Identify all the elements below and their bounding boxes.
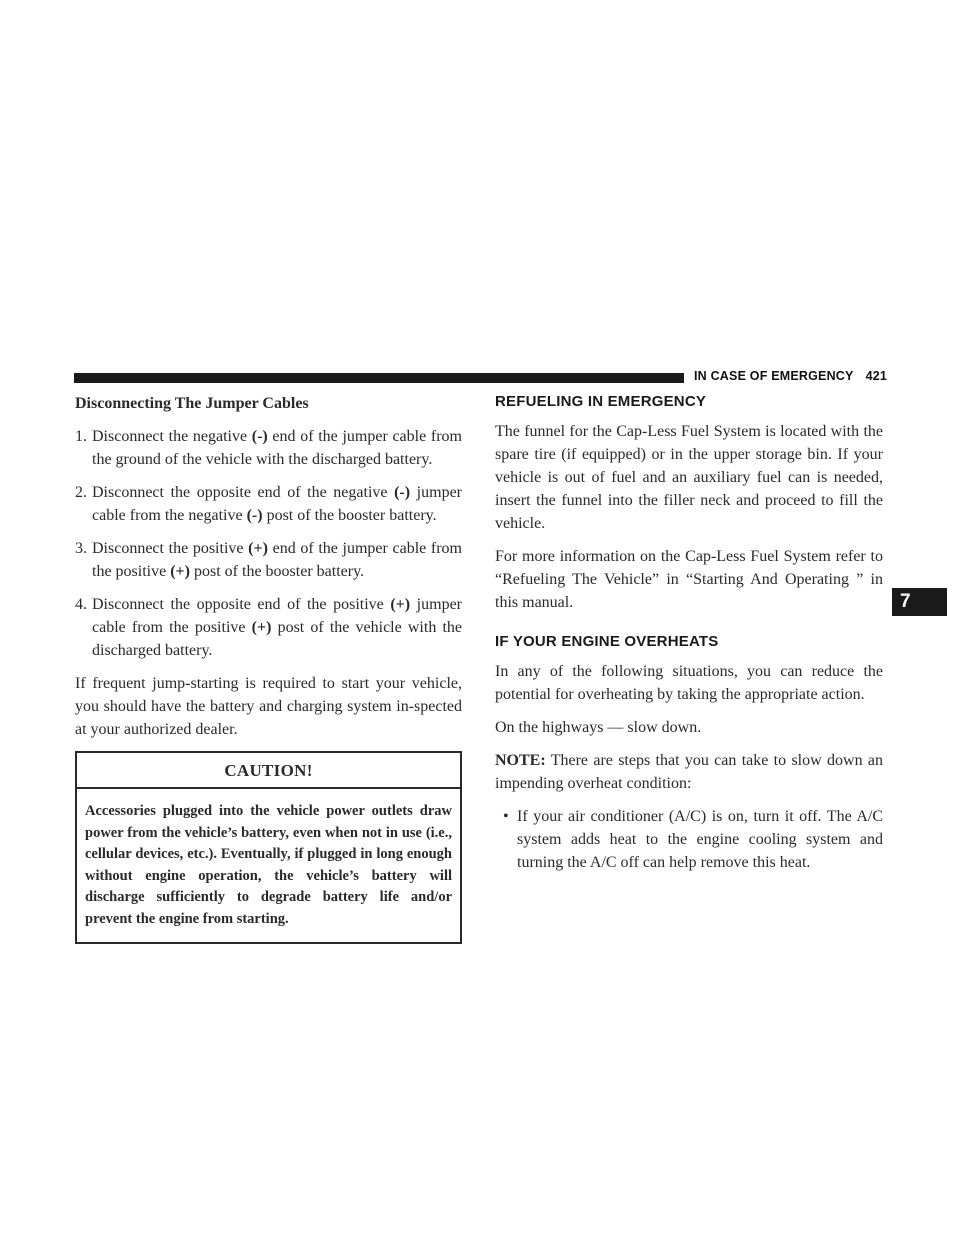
step-text: end of the jumper cable from the positive (92, 540, 463, 580)
note-label: NOTE: (495, 752, 546, 769)
left-column (75, 392, 462, 944)
step-text: jumper cable from the negative (92, 484, 462, 524)
step-text: Disconnect the opposite end of the positive (92, 596, 391, 613)
bullet-icon: • (503, 808, 509, 825)
refueling-paragraph-1: The funnel for the Cap-Less Fuel System is located with the spare tire (if equipped) or in the upper storage bin. If your vehicle is out of fuel and an auxiliary fuel can is needed, insert the funnel into the filler neck and proceed to fill the vehicle. (495, 423, 883, 532)
step-number: 4. (75, 596, 87, 613)
header-rule (74, 373, 684, 383)
step-text: post of the booster battery. (190, 563, 365, 580)
step-text: Disconnect the positive (92, 540, 249, 557)
caution-title: CAUTION! (77, 753, 460, 789)
step-text: post of the vehicle with the discharged battery. (92, 619, 463, 659)
polarity-symbol: (+) (248, 540, 268, 557)
polarity-symbol: (+) (390, 596, 411, 613)
running-header (694, 369, 887, 383)
heading-engine-overheats: IF YOUR ENGINE OVERHEATS (495, 633, 719, 650)
polarity-symbol: (-) (394, 484, 411, 501)
header-section-title: IN CASE OF EMERGENCY (694, 369, 854, 383)
note-paragraph (495, 749, 883, 795)
chapter-tab: 7 (892, 588, 947, 616)
step-1 (75, 425, 462, 471)
subheading-disconnecting: Disconnecting The Jumper Cables (75, 395, 309, 412)
right-column (495, 392, 883, 874)
note-text: There are steps that you can take to slow down an impending overheat condition: (495, 752, 883, 792)
heading-refueling-in-emergency: REFUELING IN EMERGENCY (495, 393, 707, 410)
step-text: Disconnect the negative (92, 428, 252, 445)
bullet-text: If your air conditioner (A/C) is on, turn it off. The A/C system adds heat to the engine cooling system and turning the A/C off can help remove this heat. (517, 808, 883, 871)
step-number: 2. (75, 484, 87, 501)
step-text: end of the jumper cable from the ground of the vehicle with the discharged battery. (92, 428, 462, 468)
step-number: 3. (75, 540, 87, 557)
polarity-symbol: (+) (170, 563, 190, 580)
polarity-symbol: (+) (251, 619, 272, 636)
step-4 (75, 593, 462, 662)
polarity-symbol: (-) (246, 507, 263, 524)
step-text: post of the booster battery. (262, 507, 437, 524)
step-number: 1. (75, 428, 87, 445)
bullet-item-ac (495, 805, 883, 874)
caution-text: Accessories plugged into the vehicle power outlets draw power from the vehicle’s battery, even when not in use (i.e., cellular devices, etc.). Eventually, if plugged in long enough without engine operation, the vehicle’s battery will discharge sufficiently to degrade battery life and/or prevent the engine from starting. (85, 803, 452, 927)
step-text: jumper cable from the positive (92, 596, 462, 636)
page-number: 421 (865, 369, 888, 383)
polarity-symbol: (-) (251, 428, 268, 445)
jump-start-paragraph: If frequent jump-starting is required to start your vehicle, you should have the battery and charging system in-spected at your authorized dealer. (75, 675, 462, 738)
caution-box (75, 751, 462, 944)
overheat-paragraph: In any of the following situations, you can reduce the potential for overheating by taking the appropriate action. (495, 663, 883, 703)
step-3 (75, 537, 462, 583)
highways-paragraph: On the highways — slow down. (495, 719, 702, 736)
step-2 (75, 481, 462, 527)
step-text: Disconnect the opposite end of the negative (92, 484, 395, 501)
refueling-paragraph-2: For more information on the Cap-Less Fuel System refer to “Refueling The Vehicle” in “Starting And Operating ” in this manual. (495, 548, 883, 611)
